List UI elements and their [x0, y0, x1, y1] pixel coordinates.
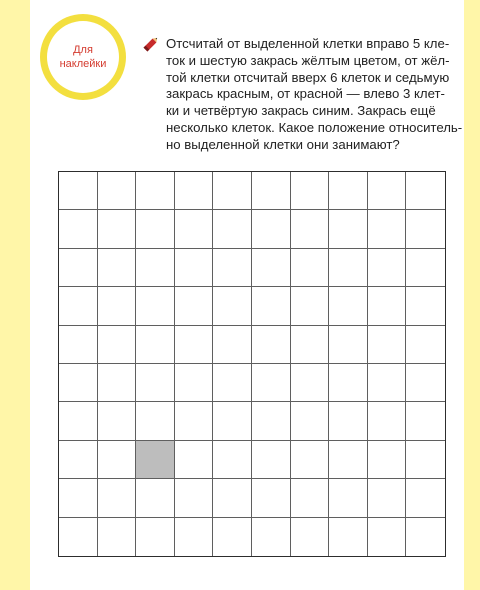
grid-cell — [291, 518, 330, 556]
grid-cell — [213, 402, 252, 440]
grid-cell — [98, 287, 137, 325]
grid-cell — [213, 287, 252, 325]
grid-cell — [368, 441, 407, 479]
grid-cell — [175, 326, 214, 364]
task-instructions: Отсчитай от выделенной клетки вправо 5 кле- ток и шестую закрась жёлтым цветом, от жёл- той клетки отсчитай вверх 6 клеток и седьмую закрась красным, от красной — влево 3 клет- ки и четвёртую закрась синим. Закрась ещё несколько клеток. Какое положение относитель- но выделенной клетки они занимают? — [166, 36, 463, 152]
grid-cell — [213, 441, 252, 479]
grid-cell — [368, 479, 407, 517]
grid-cell — [252, 287, 291, 325]
grid-cell — [291, 479, 330, 517]
grid-cell — [59, 518, 98, 556]
grid-cell — [59, 249, 98, 287]
grid-cell — [175, 287, 214, 325]
grid-cell — [98, 172, 137, 210]
grid-cell — [406, 326, 445, 364]
grid-cell — [368, 287, 407, 325]
grid-cell — [368, 364, 407, 402]
grid-cell — [59, 441, 98, 479]
grid-cell — [98, 326, 137, 364]
grid-cell — [291, 287, 330, 325]
grid-cell — [59, 364, 98, 402]
pencil-icon — [139, 34, 161, 56]
grid-cell — [252, 172, 291, 210]
grid-cell — [406, 364, 445, 402]
grid-cell — [406, 172, 445, 210]
grid-cell — [98, 518, 137, 556]
grid-cell — [59, 479, 98, 517]
grid-cell — [252, 364, 291, 402]
grid-cell — [213, 364, 252, 402]
grid-cell — [329, 402, 368, 440]
grid-cell — [329, 441, 368, 479]
grid-cell — [406, 210, 445, 248]
grid-cell — [59, 287, 98, 325]
grid-cell — [329, 287, 368, 325]
grid-cell — [59, 326, 98, 364]
grid-cell — [291, 326, 330, 364]
grid-cell — [136, 249, 175, 287]
grid-cell — [406, 479, 445, 517]
grid-cell — [329, 326, 368, 364]
grid-cell — [98, 249, 137, 287]
grid-cell — [368, 402, 407, 440]
grid-cell — [252, 518, 291, 556]
grid-cell — [136, 402, 175, 440]
checkered-grid — [58, 171, 446, 557]
grid-cell — [59, 402, 98, 440]
grid-cell — [329, 364, 368, 402]
grid-cell — [59, 172, 98, 210]
grid-cell — [136, 518, 175, 556]
grid-cell — [368, 249, 407, 287]
grid-cell — [175, 172, 214, 210]
grid-cell — [136, 287, 175, 325]
sticker-label-line2: наклейки — [59, 58, 107, 70]
grid-cell — [329, 249, 368, 287]
grid-cell — [252, 210, 291, 248]
grid-cell — [252, 326, 291, 364]
grid-cell — [291, 402, 330, 440]
grid-cell — [329, 210, 368, 248]
grid-cell — [291, 441, 330, 479]
sticker-label-line1: Для — [73, 44, 93, 56]
grid-cell — [213, 326, 252, 364]
grid-cell — [98, 479, 137, 517]
grid-cell — [98, 441, 137, 479]
grid-cell — [213, 479, 252, 517]
grid-cell — [252, 479, 291, 517]
grid-cell — [252, 249, 291, 287]
grid-cell — [175, 518, 214, 556]
sticker-placeholder — [40, 14, 126, 100]
grid-cell — [136, 479, 175, 517]
grid-cell — [329, 172, 368, 210]
grid-cell — [136, 172, 175, 210]
grid-cell — [252, 402, 291, 440]
grid-cell — [291, 364, 330, 402]
grid-cell — [406, 402, 445, 440]
grid-cell — [175, 479, 214, 517]
grid-cell — [213, 249, 252, 287]
grid-cell — [98, 364, 137, 402]
grid-cell — [368, 172, 407, 210]
grid-cell — [136, 364, 175, 402]
grid-cell — [136, 326, 175, 364]
grid-cell — [213, 172, 252, 210]
sticker-inner-circle — [47, 21, 119, 93]
grid-cell — [98, 210, 137, 248]
grid-cell — [368, 326, 407, 364]
grid-cell — [175, 210, 214, 248]
grid-cell — [213, 210, 252, 248]
grid-cell — [406, 441, 445, 479]
grid-cell — [291, 249, 330, 287]
grid-cell — [175, 364, 214, 402]
grid-cell — [98, 402, 137, 440]
grid-cell — [329, 518, 368, 556]
grid-cell — [329, 479, 368, 517]
grid-cell — [59, 210, 98, 248]
grid-cell — [213, 518, 252, 556]
grid-cell — [252, 441, 291, 479]
highlighted-grid-cell — [136, 441, 175, 479]
grid-cell — [175, 249, 214, 287]
grid-cell — [368, 210, 407, 248]
grid-cell — [291, 172, 330, 210]
grid-cell — [291, 210, 330, 248]
sticker-label — [60, 43, 107, 71]
grid-cell — [175, 402, 214, 440]
grid-cell — [368, 518, 407, 556]
grid-cell — [406, 287, 445, 325]
grid-cell — [175, 441, 214, 479]
grid-cell — [136, 210, 175, 248]
grid-cell — [406, 249, 445, 287]
grid-cell — [406, 518, 445, 556]
left-margin-band — [0, 0, 30, 590]
